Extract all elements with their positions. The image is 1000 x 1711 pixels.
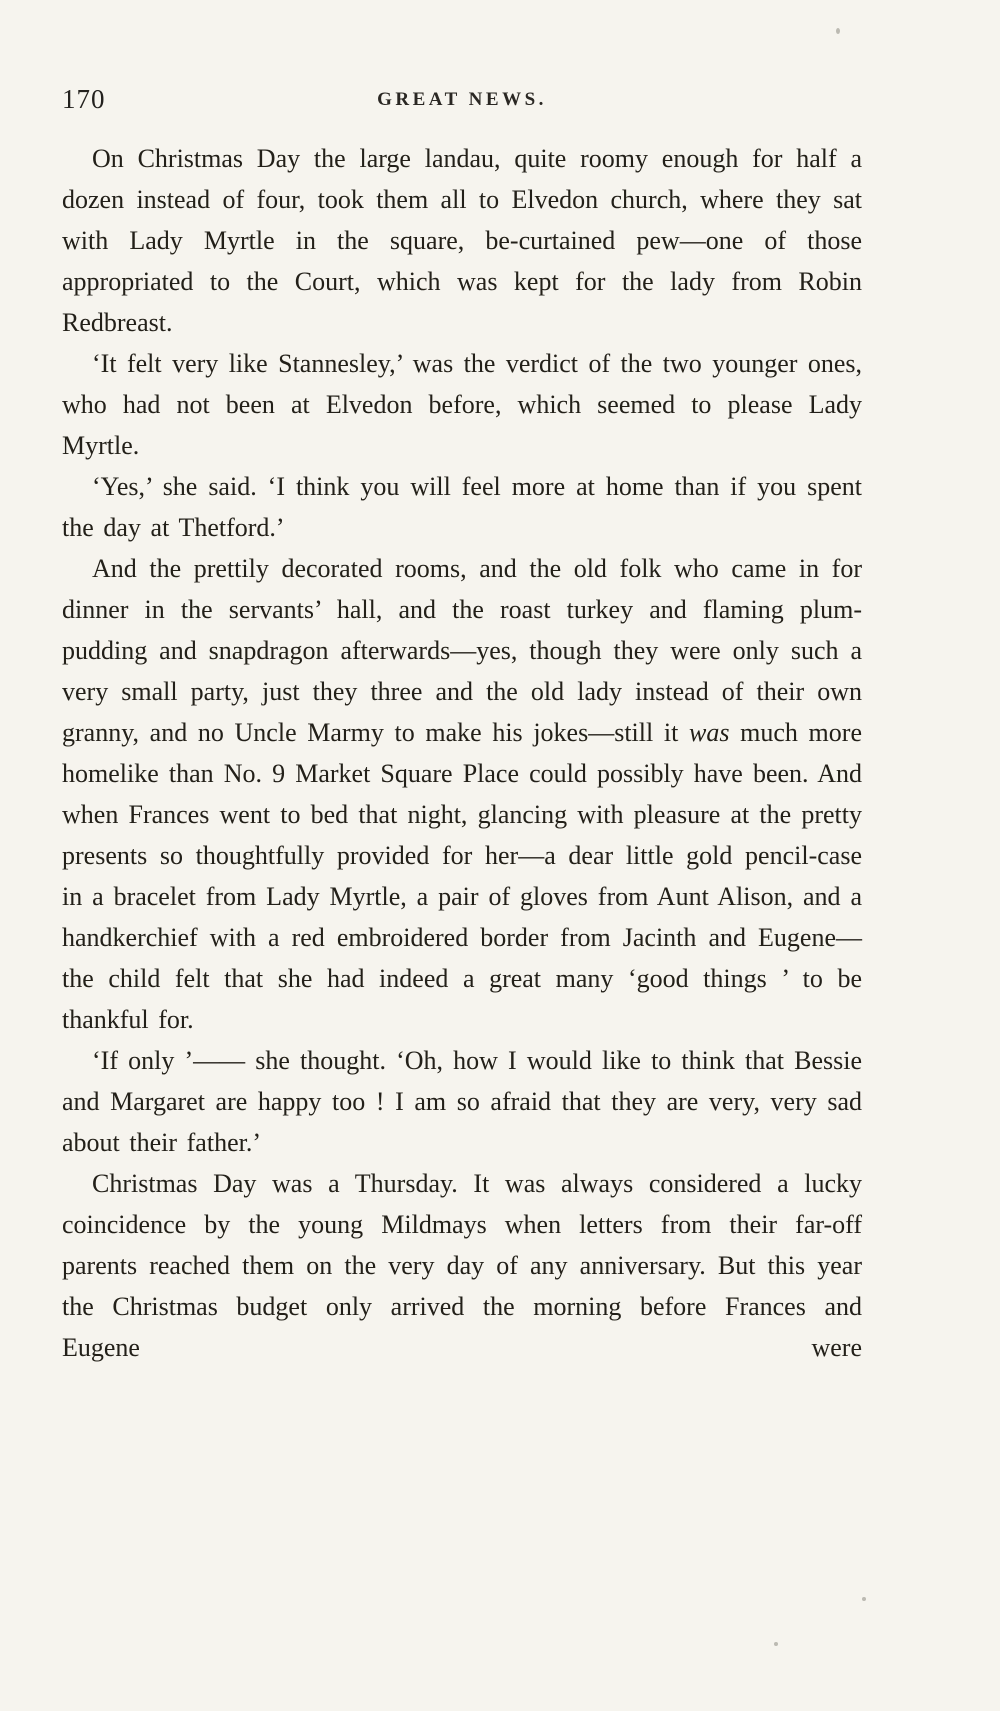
paragraph-4-segment-3: much more homelike than No. 9 Market Square Place could possibly have been. And when Frances went to bed that night, glancing with pleasure at the pretty presents so thoughtfully provided for her—a dear little gold pencil-case in a bracelet from Lady Myrtle, a pair of gloves from Aunt Alison, and a handkerchief with a red embroidered border from Jacinth and Eugene—the child felt that she had indeed a great many ‘good things ’ to be thankful for. (62, 718, 862, 1034)
scan-speck (862, 1597, 866, 1601)
paragraph-1: On Christmas Day the large landau, quite roomy enough for half a dozen instead of four, took them all to Elvedon church, where they sat with Lady Myrtle in the square, be-curtained pew—one of those appropriated to the Court, which was kept for the lady from Robin Redbreast. (62, 144, 862, 337)
paragraph-3: ‘Yes,’ she said. ‘I think you will feel more at home than if you spent the day at Thetford.’ (62, 472, 862, 542)
page-body-text (62, 138, 862, 1368)
scan-speck (836, 28, 840, 34)
page-number: 170 (62, 84, 106, 114)
paragraph-4 (62, 548, 862, 1040)
paragraph-2: ‘It felt very like Stannesley,’ was the verdict of the two younger ones, who had not been at Elvedon before, which seemed to please Lady Myrtle. (62, 349, 862, 460)
page-header (62, 84, 862, 116)
paragraph-4-segment-1: And the prettily decorated rooms, and the old folk who came in for dinner in the servants’ hall, and the roast turkey and flaming plum-pudding and snapdragon afterwards—yes, though they were only such a very small party, just they three and the old lady instead of their own granny, and no Uncle Marmy to make his jokes—still it (62, 554, 862, 747)
scan-speck (774, 1642, 778, 1646)
paragraph-5: ‘If only ’—— she thought. ‘Oh, how I would like to think that Bessie and Margaret are happy too ! I am so afraid that they are very, very sad about their father.’ (62, 1046, 862, 1157)
paragraph-6: Christmas Day was a Thursday. It was always considered a lucky coincidence by the young Mildmays when letters from their far-off parents reached them on the very day of any anniversary. But this year the Christmas budget only arrived the morning before Frances and Eugene were (62, 1169, 862, 1362)
running-header-title: GREAT NEWS. (377, 89, 547, 110)
paragraph-4-italic-word: was (689, 718, 730, 747)
